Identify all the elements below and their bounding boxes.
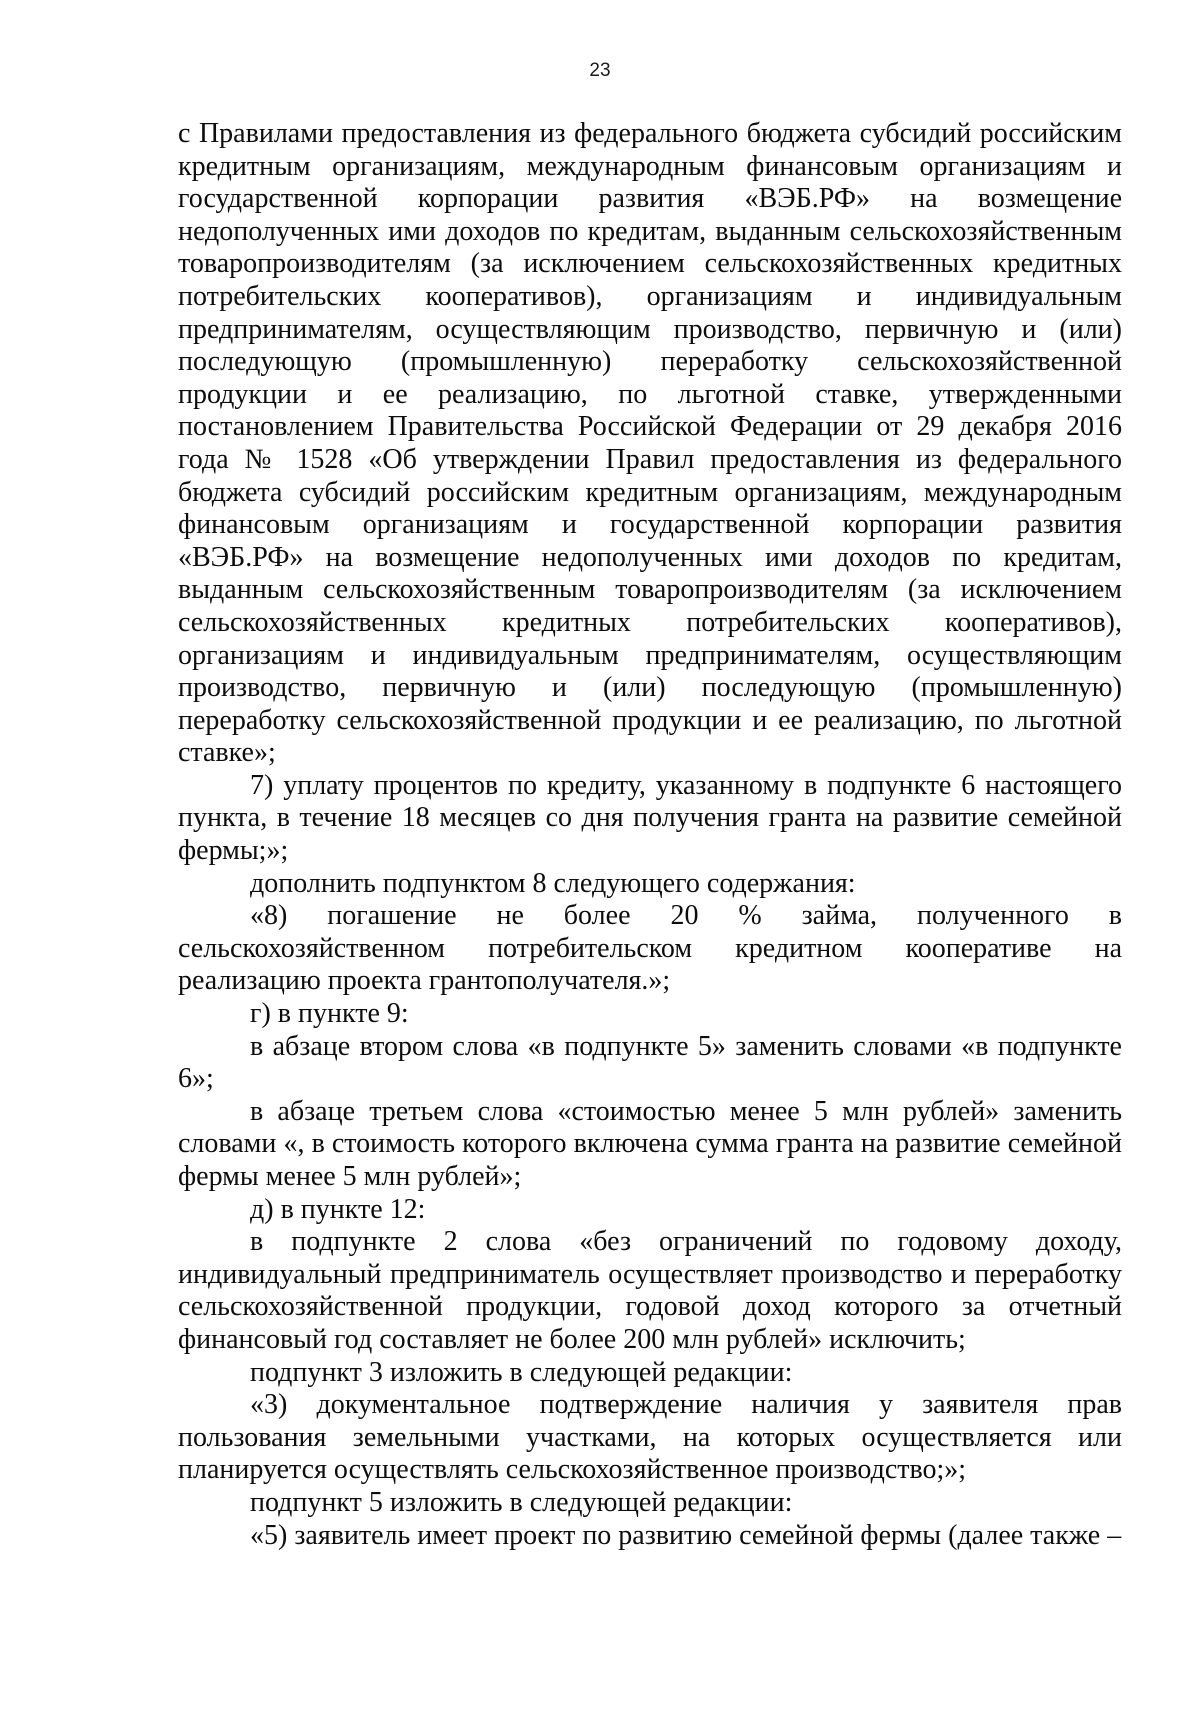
paragraph-d-subitem-3-heading: подпункт 3 изложить в следующей редакции: [250,1356,793,1388]
paragraph-intro: с Правилами предоставления из федерального бюджета субсидий российским кредитным организациям, международным финансовым организациям и государственной корпорации развития «ВЭБ.РФ» на возмещение недополученных ими доходов по кредитам, выданным сельскохозяйственным товаропроизводителям (за исключением сельскохозяйственных кредитных потребительских кооперативов), организациям и индивидуальным предпринимателям, осуществляющим производство, первичную и (или) последующую (промышленную) переработку сельскохозяйственной продукции и ее реализацию, по льготной ставке, утвержденными постановлением Правительства Российской Федерации от 29 декабря 2016 года № 1528 «Об утверждении Правил предоставления из федерального бюджета субсидий российским кредитным организациям, международным финансовым организациям и государственной корпорации развития «ВЭБ.РФ» на возмещение недополученных ими доходов по кредитам, выданным сельскохозяйственным товаропроизводителям (за исключением сельскохозяйственных кредитных потребительских кооперативов), организациям и индивидуальным предпринимателям, осуществляющим производство, первичную и (или) последующую (промышленную) переработку сельскохозяйственной продукции и ее реализацию, по льготной ставке»; [178,118,1122,769]
paragraph-section-g: г) в пункте 9: [250,998,409,1030]
paragraph-item-7: 7) уплату процентов по кредиту, указанному в подпункте 6 настоящего пункта, в течение 18 месяцев со дня получения гранта на развитие семейной фермы;»; [178,769,1122,867]
paragraph-item-8: «8) погашение не более 20 % займа, полученного в сельскохозяйственном потребительском кредитном кооперативе на реализацию проекта грантополучателя.»; [178,900,1122,997]
paragraph-d-subitem-3: «3) документальное подтверждение наличия у заявителя прав пользования земельными участками, на которых осуществляется или планируется осуществлять сельскохозяйственное производство;»; [178,1389,1122,1486]
paragraph-d-subitem-5-heading: подпункт 5 изложить в следующей редакции: [250,1486,793,1518]
paragraph-d-subitem-5: «5) заявитель имеет проект по развитию семейной фермы (далее также – [250,1519,1122,1551]
paragraph-add-item-8: дополнить подпунктом 8 следующего содержания: [250,867,856,899]
paragraph-g-second: в абзаце втором слова «в подпункте 5» заменить словами «в подпункте 6»; [178,1030,1122,1095]
paragraph-g-third: в абзаце третьем слова «стоимостью менее 5 млн рублей» заменить словами «, в стоимость которого включена сумма гранта на развитие семейной фермы менее 5 млн рублей»; [178,1095,1122,1192]
paragraph-d-subitem-2: в подпункте 2 слова «без ограничений по годовому доходу, индивидуальный предприниматель осуществляет производство и переработку сельскохозяйственной продукции, годовой доход которого за отчетный финансовый год составляет не более 200 млн рублей» исключить; [178,1226,1122,1355]
paragraph-section-d: д) в пункте 12: [250,1193,426,1225]
document-body [178,118,1122,1552]
page-number: 23 [589,60,611,81]
